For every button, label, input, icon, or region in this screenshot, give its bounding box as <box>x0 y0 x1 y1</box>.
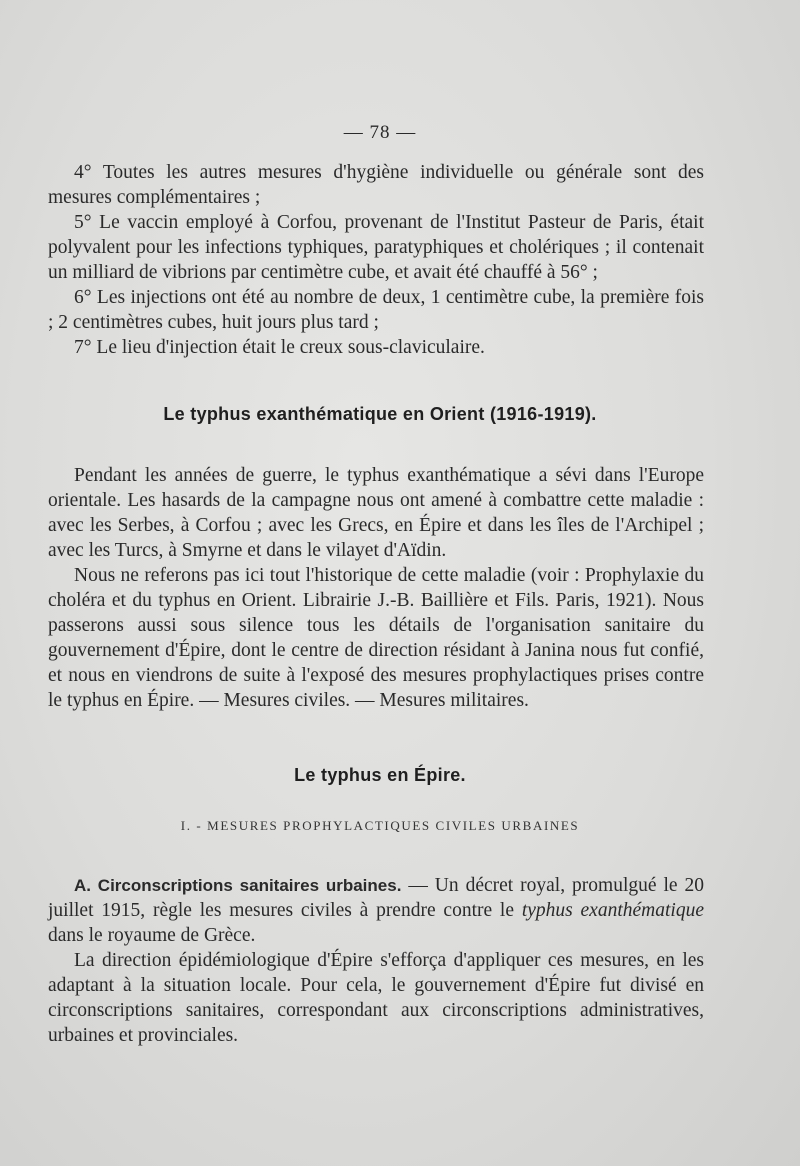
subsection-heading: I. - MESURES PROPHYLACTIQUES CIVILES URBAINES <box>180 818 580 833</box>
paragraph: La direction épidémiologique d'Épire s'efforça d'appliquer ces mesures, en les adaptant à la situation locale. Pour cela, le gouvernement d'Épire fut divisé en circonscriptions sanitaires, correspondant aux circonscriptions administratives, urbaines et provinciales. <box>48 950 704 1046</box>
orient-text-block <box>48 463 704 713</box>
paragraph-a <box>48 873 704 948</box>
list-item: 5° Le vaccin employé à Corfou, provenant de l'Institut Pasteur de Paris, était polyvalent pour les infections typhiques, paratyphiques et cholériques ; il contenait un milliard de vibrions par centimètre cube, et avait été chauffé à 56° ; <box>48 212 704 283</box>
paragraph: Nous ne referons pas ici tout l'historique de cette maladie (voir : Prophylaxie du choléra et du typhus en Orient. Librairie J.-B. Baillière et Fils. Paris, 1921). Nous passerons aussi sous silence tous les détails de l'organisation sanitaire du gouvernement d'Épire, dont le centre de direction résidant à Janina nous fut confié, et nous en viendrons de suite à l'exposé des mesures prophylactiques prises contre le typhus en Épire. — Mesures civiles. — Mesures militaires. <box>48 565 704 711</box>
numbered-list-block <box>48 160 704 360</box>
list-item: 7° Le lieu d'injection était le creux sous-claviculaire. <box>74 337 485 358</box>
section-a-block <box>48 873 704 1048</box>
section-heading-orient: Le typhus exanthématique en Orient (1916-1919). <box>163 404 597 424</box>
section-a-lead: A. Circonscriptions sanitaires urbaines. <box>74 876 402 895</box>
paragraph: Pendant les années de guerre, le typhus exanthématique a sévi dans l'Europe orientale. Les hasards de la campagne nous ont amené à combattre cette maladie : avec les Serbes, à Corfou ; avec les Grecs, en Épire et dans les îles de l'Archipel ; avec les Turcs, à Smyrne et dans le vilayet d'Aïdin. <box>48 465 704 561</box>
list-item: 4° Toutes les autres mesures d'hygiène individuelle ou générale sont des mesures complémentaires ; <box>48 162 704 208</box>
list-item: 6° Les injections ont été au nombre de deux, 1 centimètre cube, la première fois ; 2 centimètres cubes, huit jours plus tard ; <box>48 287 704 333</box>
page-number: — 78 — <box>343 122 417 143</box>
section-a-italic: typhus exanthématique <box>521 900 704 921</box>
section-a-text: — Un décret royal, promulgué le 20 juillet 1915, règle les mesures civiles à prendre contre le <box>48 875 704 921</box>
section-a-text-end: dans le royaume de Grèce. <box>48 925 256 946</box>
section-heading-epire: Le typhus en Épire. <box>294 765 466 785</box>
